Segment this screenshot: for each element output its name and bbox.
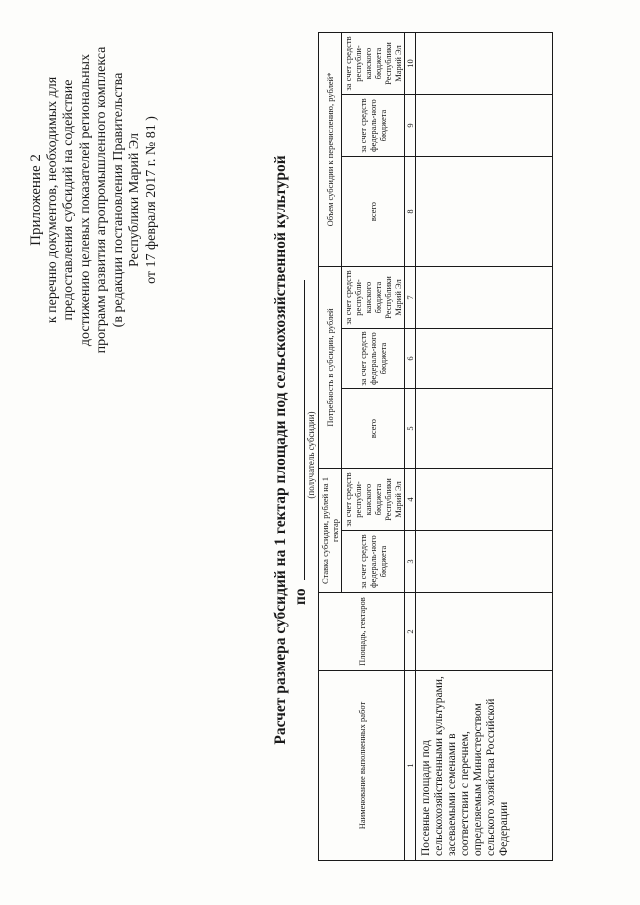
- table-row: [416, 33, 553, 861]
- rate-republic: за счет средств республи-канского бюджета Республики Марий Эл: [342, 469, 405, 531]
- header-area: Площадь, гектаров: [319, 593, 405, 671]
- table-cell: [416, 593, 553, 671]
- appendix-line: Республики Марий Эл: [127, 133, 142, 267]
- column-number: 1: [405, 671, 416, 861]
- volume-federal: за счет средств федераль-ного бюджета: [342, 95, 405, 157]
- column-number: 4: [405, 469, 416, 531]
- po-label: по: [292, 588, 309, 605]
- table-cell: [416, 531, 553, 593]
- need-republic: за счет средств республи-канского бюджета Республики Марий Эл: [342, 267, 405, 329]
- table-cell: [416, 389, 553, 469]
- column-number: 9: [405, 95, 416, 157]
- appendix-line: (в редакции постановления Правительства: [110, 72, 126, 328]
- appendix-line: достижению целевых показателей региональных: [77, 53, 93, 347]
- column-number: 7: [405, 267, 416, 329]
- table-cell: [416, 267, 553, 329]
- appendix-line: от 17 февраля 2017 г. № 81 ): [143, 116, 159, 284]
- document-title: Расчет размера субсидий на 1 гектар площади под сельскохозяйственной культурой: [272, 155, 289, 745]
- volume-total: всего: [342, 157, 405, 267]
- subsidy-table: [318, 32, 553, 861]
- table-cell: [416, 33, 553, 95]
- table-cell: [416, 329, 553, 389]
- appendix-line: программ развития агропромышленного комплекса: [94, 46, 109, 354]
- column-number: 6: [405, 329, 416, 389]
- recipient-caption: (получатель субсидии): [306, 411, 316, 499]
- column-number: 3: [405, 531, 416, 593]
- rate-federal: за счет средств федераль-ного бюджета: [342, 531, 405, 593]
- appendix-line: предоставления субсидий на содействие: [61, 79, 76, 321]
- appendix-header: [28, 15, 160, 385]
- header-rate: Ставка субсидии, рублей на 1 гектар: [319, 469, 342, 593]
- need-federal: за счет средств федераль-ного бюджета: [342, 329, 405, 389]
- header-volume: Объем субсидии к перечислению, рублей*: [319, 33, 342, 267]
- table-cell: [416, 95, 553, 157]
- row-label: Посевные площади под сельскохозяйственными культурами, засеваемыми семенами в соответствии с перечнем, определяемым Министерством сельского хозяйства Российской Федерации: [416, 671, 553, 861]
- appendix-line: к перечню документов, необходимых для: [44, 76, 60, 324]
- header-need: Потребность в субсидии, рублей: [319, 267, 342, 469]
- recipient-blank: [290, 280, 305, 580]
- column-number: 2: [405, 593, 416, 671]
- header-name: Наименование выполненных работ: [319, 671, 405, 861]
- column-number: 5: [405, 389, 416, 469]
- table-cell: [416, 469, 553, 531]
- table-header-row: [319, 33, 342, 861]
- volume-republic: за счет средств республи-канского бюджета Республики Марий Эл: [342, 33, 405, 95]
- need-total: всего: [342, 389, 405, 469]
- column-number-row: [405, 33, 416, 861]
- column-number: 8: [405, 157, 416, 267]
- appendix-title: Приложение 2: [28, 154, 44, 246]
- table-cell: [416, 157, 553, 267]
- column-number: 10: [405, 33, 416, 95]
